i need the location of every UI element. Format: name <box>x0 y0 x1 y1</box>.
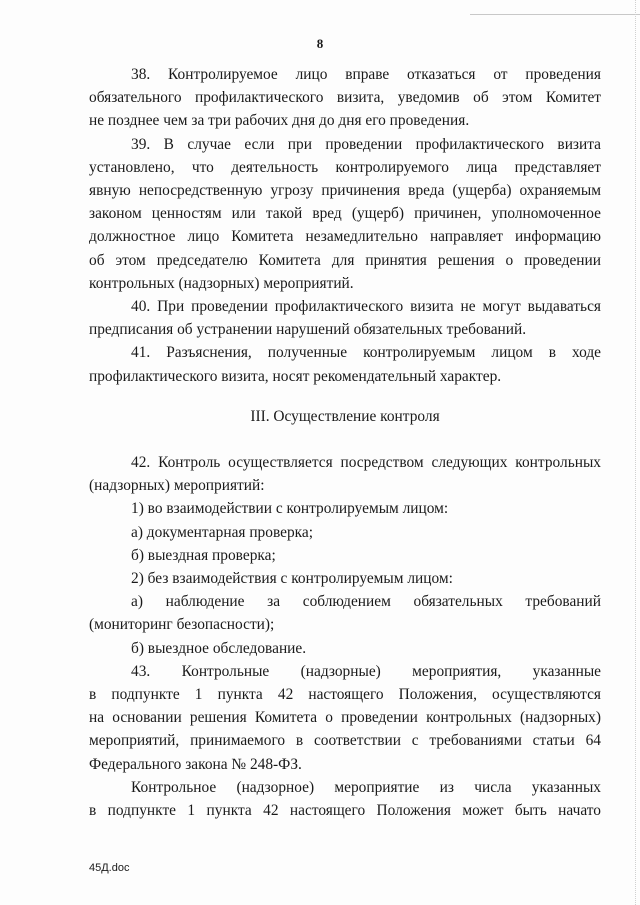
paragraph-line: в подпункте 1 пункта 42 настоящего Положения, осуществляются <box>89 686 601 704</box>
paragraph-line: (мониторинг безопасности); <box>89 616 275 634</box>
paragraph-line: профилактического визита, носят рекомендательный характер. <box>89 367 502 385</box>
scan-edge-top <box>470 14 640 15</box>
paragraph-line: обязательного профилактического визита, уведомив об этом Комитет <box>89 89 601 107</box>
paragraph-line: в подпункте 1 пункта 42 настоящего Положения может быть начато <box>89 802 601 820</box>
paragraph-line: установлено, что деятельность контролируемого лица представляет <box>89 158 601 176</box>
page-number: 8 <box>316 36 324 51</box>
paragraph-line: Контрольное (надзорное) мероприятие из числа указанных <box>131 778 601 796</box>
paragraph-line: а) документарная проверка; <box>131 523 314 541</box>
paragraph-line: Федерального закона № 248-ФЗ. <box>89 755 302 773</box>
paragraph-line: а) наблюдение за соблюдением обязательных требований <box>131 593 601 611</box>
paragraph-line: об этом председателю Комитета для принятия решения о проведении <box>89 251 601 269</box>
paragraph-line: законом ценностям или такой вред (ущерб) причинен, уполномоченное <box>89 205 601 223</box>
paragraph-line: мероприятий, принимаемого в соответствии с требованиями статьи 64 <box>89 732 601 750</box>
paragraph-line: предписания об устранении нарушений обязательных требований. <box>89 321 527 339</box>
paragraphs-top <box>89 63 601 388</box>
paragraph-line: 40. При проведении профилактического визита не могут выдаваться <box>131 298 601 316</box>
paragraph-line: 1) во взаимодействии с контролируемым лицом: <box>131 500 449 518</box>
paragraph-line: 39. В случае если при проведении профилактического визита <box>131 135 601 153</box>
paragraph-line: должностное лицо Комитета незамедлительно направляет информацию <box>89 228 601 246</box>
paragraph-line: б) выездная проверка; <box>131 546 276 564</box>
section-heading: III. Осуществление контроля <box>250 407 440 425</box>
scan-edge-right <box>635 0 636 905</box>
paragraph-line: на основании решения Комитета о проведении контрольных (надзорных) <box>89 709 601 727</box>
paragraph-line: контрольных (надзорных) мероприятий. <box>89 274 354 292</box>
paragraph-line: 42. Контроль осуществляется посредством следующих контрольных <box>131 454 601 472</box>
paragraph-line: 43. Контрольные (надзорные) мероприятия, указанные <box>131 662 601 680</box>
paragraphs-bottom <box>89 451 601 822</box>
paragraph-line: 41. Разъяснения, полученные контролируемым лицом в ходе <box>131 344 601 362</box>
paragraph-line: 2) без взаимодействия с контролируемым лицом: <box>131 570 453 588</box>
document-body <box>89 63 601 822</box>
paragraph-line: не позднее чем за три рабочих дня до дня его проведения. <box>89 112 470 130</box>
paragraph-line: (надзорных) мероприятий: <box>89 477 265 495</box>
paragraph-line: б) выездное обследование. <box>131 639 307 657</box>
footer-filename: 45Д.doc <box>89 862 130 874</box>
paragraph-line: 38. Контролируемое лицо вправе отказаться от проведения <box>131 66 601 83</box>
paragraph-line: явную непосредственную угрозу причинения вреда (ущерба) охраняемым <box>89 182 601 200</box>
